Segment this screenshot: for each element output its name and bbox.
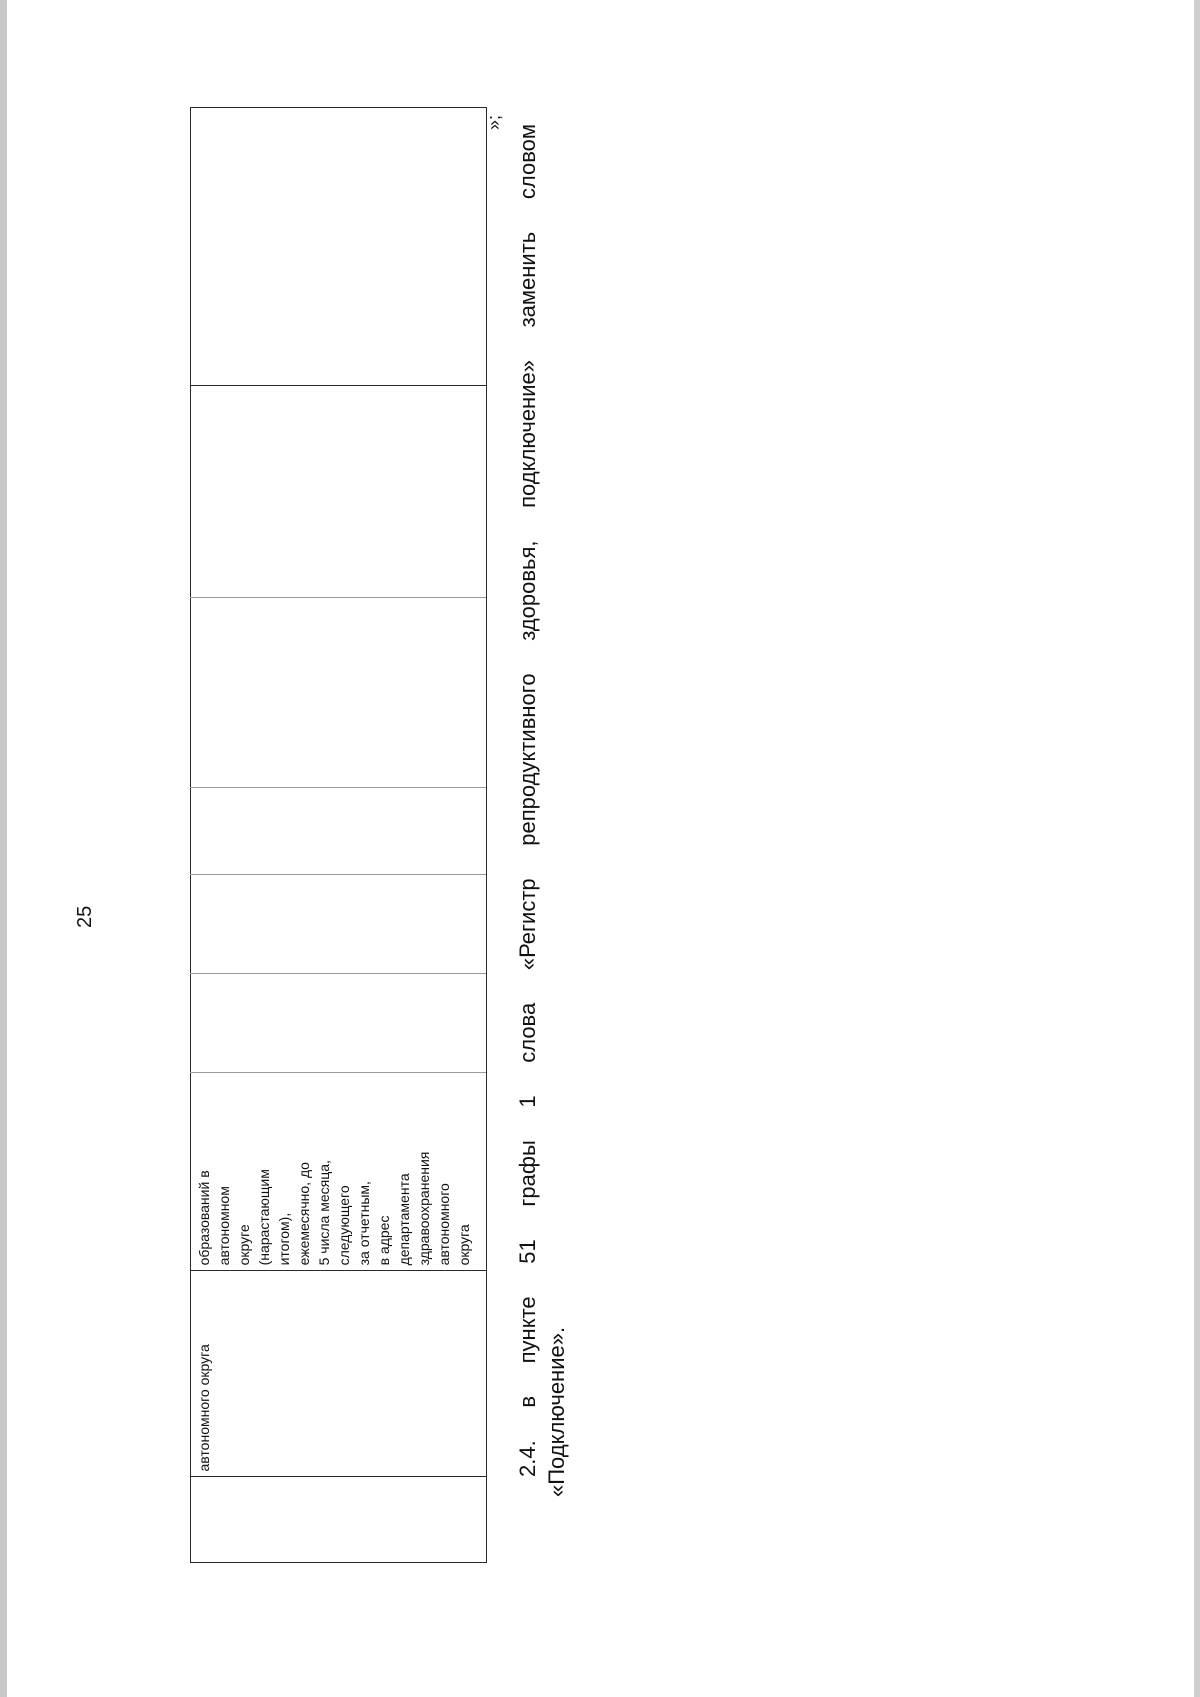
table-cell: [191, 1477, 487, 1563]
document-table: [190, 107, 487, 1563]
table-cell: [191, 386, 487, 597]
page-number: 25: [74, 905, 96, 928]
scan-frame-left: [0, 0, 7, 1697]
table-cell: автономного округа: [191, 1271, 487, 1477]
table-cell: образований в автономном округе (нарастающим итогом), ежемесячно, до 5 числа месяца, следующего за отчетным, в адрес департамента здравоохранения автономного округа: [191, 1072, 487, 1271]
table-cell: [191, 874, 487, 973]
paragraph-line-2: «Подключение».: [544, 1326, 569, 1497]
rotated-page-content: [74, 110, 580, 1580]
table-row: [191, 108, 487, 1563]
scan-frame-right: [1194, 0, 1200, 1697]
amendment-paragraph: [513, 124, 571, 1580]
closing-quote-mark: »;: [484, 114, 504, 130]
table-cell: [191, 597, 487, 788]
table-cell: [191, 973, 487, 1072]
table-cell: [191, 108, 487, 386]
table-cell: [191, 788, 487, 875]
paragraph-line-1: 2.4. в пункте 51 графы 1 слова «Регистр репродуктивного здоровья, подключение» заменить словом: [515, 124, 540, 1477]
